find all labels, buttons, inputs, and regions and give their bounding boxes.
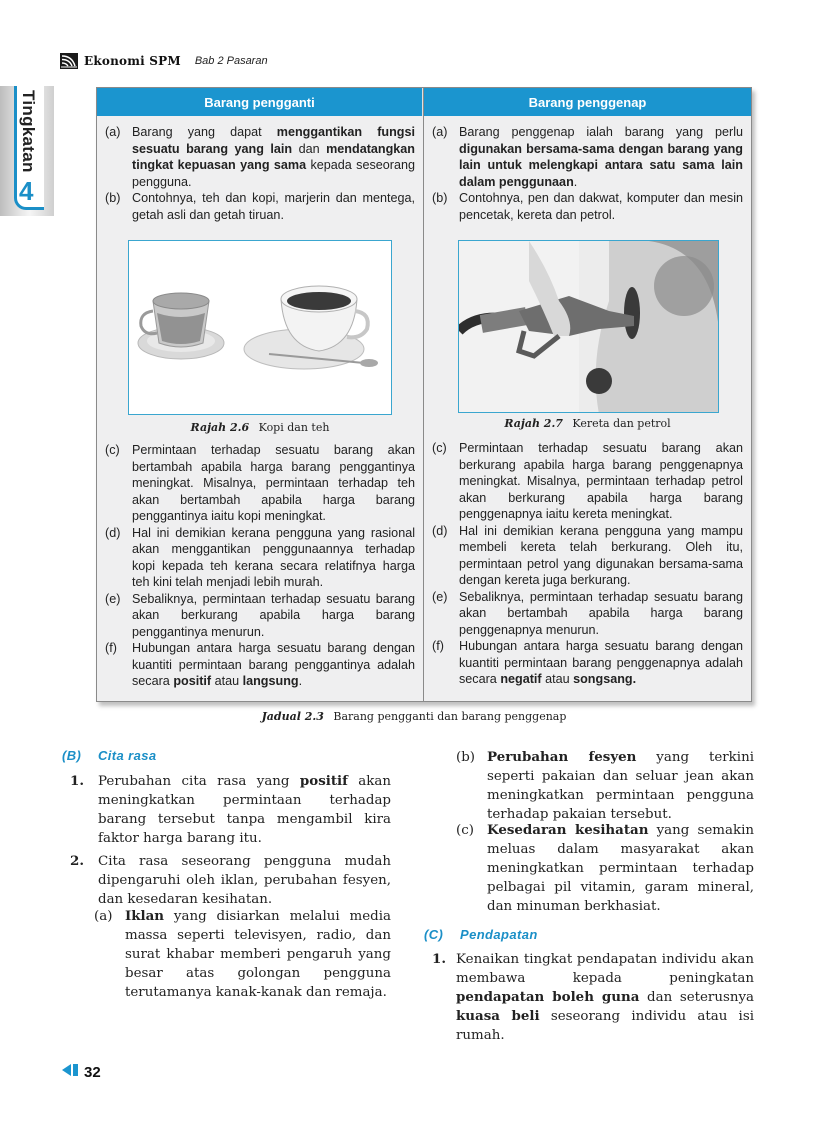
- figure-number: Rajah 2.7: [504, 417, 563, 430]
- item-label: (e): [432, 589, 448, 604]
- figure-caption: [424, 417, 751, 430]
- item-label: (b): [105, 191, 121, 205]
- sub-item-text: [487, 821, 754, 916]
- sub-item-text: [125, 907, 391, 1002]
- fuel-nozzle-car-photo: [459, 241, 719, 413]
- form-level-number: 4: [19, 176, 34, 206]
- text-run: Permintaan terhadap sesuatu barang akan berkurang apabila harga barang penggenapnya meningkat. Misalnya, permintaan terhadap petrol akan berkurang apabila harga barang penggenapnya iaitu kereta meningkat.: [459, 441, 743, 521]
- complementary-goods-column: [424, 88, 751, 701]
- table-list-item: [432, 190, 743, 223]
- numbered-item: [70, 772, 391, 848]
- figure-number: Rajah 2.6: [190, 421, 250, 434]
- numbered-item: [432, 950, 754, 1045]
- table-list-item: [432, 124, 743, 190]
- substitute-goods-column: [97, 88, 424, 701]
- emphasis-text: digunakan bersama-sama dengan barang yang lain untuk melengkapi antara satu sama lain dalam penggunaan: [459, 141, 743, 189]
- emphasis-text: langsung: [242, 674, 299, 688]
- item-text: [132, 591, 415, 641]
- sub-item: [456, 821, 754, 916]
- item-text: [132, 525, 415, 591]
- bottom-items: [97, 442, 423, 690]
- column-heading: Barang pengganti: [97, 88, 423, 116]
- emphasis-text: negatif: [500, 672, 542, 686]
- text-run: .: [298, 674, 303, 688]
- text-run: Perubahan cita rasa yang: [98, 774, 300, 789]
- book-title: Ekonomi SPM: [84, 54, 181, 68]
- page-footer: [62, 1063, 101, 1081]
- item-label: (a): [105, 125, 121, 139]
- text-run: atau: [541, 672, 574, 686]
- item-label: (e): [105, 591, 121, 606]
- item-text: [459, 124, 743, 190]
- column-heading: Barang penggenap: [424, 88, 751, 116]
- item-label: (c): [432, 441, 447, 455]
- figure-title: Kopi dan teh: [258, 421, 330, 434]
- sub-item-label: (a): [94, 909, 113, 924]
- item-number: 1.: [432, 951, 446, 967]
- text-run: Contohnya, pen dan dakwat, komputer dan mesin pencetak, kereta dan petrol.: [459, 191, 743, 222]
- item-label: (d): [432, 523, 448, 538]
- text-run: Cita rasa seseorang pengguna mudah dipengaruhi oleh iklan, perubahan fesyen, dan kesedaran kesihatan.: [98, 854, 391, 907]
- figure-image: [458, 240, 719, 413]
- text-run: Sebaliknya, permintaan terhadap sesuatu barang akan berkurang apabila harga barang penggantinya menurun.: [132, 591, 415, 639]
- form-level-tab: [0, 86, 54, 216]
- sub-item: [94, 907, 391, 1002]
- item-text: [98, 852, 391, 909]
- item-text: [459, 589, 743, 639]
- item-number: 2.: [70, 853, 84, 869]
- table-list-item: [105, 525, 415, 591]
- figure-title: Kereta dan petrol: [572, 417, 671, 430]
- item-text: [456, 950, 754, 1045]
- book-logo-icon: [60, 53, 78, 69]
- emphasis-text: Perubahan fesyen: [487, 749, 637, 765]
- text-run: Sebaliknya, permintaan terhadap sesuatu barang akan bertambah apabila harga barang penggenapnya menurun.: [459, 589, 743, 637]
- figure-image: [128, 240, 392, 415]
- emphasis-text: Kesedaran kesihatan: [487, 822, 649, 838]
- section-title: Cita rasa: [98, 748, 157, 763]
- text-run: Contohnya, teh dan kopi, marjerin dan mentega, getah asli dan getah tiruan.: [132, 191, 415, 222]
- emphasis-text: pendapatan boleh guna: [456, 989, 640, 1005]
- table-list-item: [432, 440, 743, 523]
- text-run: yang terkini seperti pakaian dan seluar jean akan meningkatkan permintaan pengguna terhadap pakaian tersebut.: [487, 750, 754, 822]
- emphasis-text: mendatangkan tingkat kepuasan yang sama: [132, 141, 415, 172]
- item-label: (d): [105, 525, 121, 540]
- figure-caption: [97, 421, 423, 434]
- text-run: atau: [211, 674, 243, 688]
- sub-item-text: [487, 748, 754, 824]
- text-run: Kenaikan tingkat pendapatan individu akan membawa kepada peningkatan: [456, 952, 754, 986]
- page-number: 32: [84, 1063, 101, 1081]
- item-label: (c): [105, 443, 120, 457]
- text-run: Hal ini demikian kerana pengguna yang rasional akan menggantikan penggunaannya terhadap kopi kepada teh kerana secara relatifnya harga teh kini telah menjadi lebih murah.: [132, 525, 415, 589]
- bottom-items: [424, 440, 751, 688]
- sub-item-label: (b): [456, 750, 476, 765]
- sub-item: [456, 748, 754, 824]
- page-header: [60, 50, 268, 72]
- section-title: Pendapatan: [460, 927, 538, 942]
- page-arrow-left-icon: [62, 1063, 78, 1081]
- numbered-item: [70, 852, 391, 909]
- text-run: kepada seseorang pengguna.: [132, 158, 415, 189]
- table-caption: [0, 710, 828, 723]
- table-number: Jadual 2.3: [261, 710, 324, 723]
- emphasis-text: menggantikan fungsi sesuatu barang yang lain: [132, 125, 415, 156]
- text-run: dan seterusnya: [639, 990, 754, 1005]
- emphasis-text: kuasa beli: [456, 1008, 540, 1024]
- text-run: Barang penggenap ialah barang yang perlu: [459, 125, 743, 139]
- sub-item-label: (c): [456, 823, 474, 838]
- item-text: [459, 190, 743, 223]
- text-run: dan: [292, 141, 327, 156]
- item-label: (f): [105, 641, 117, 655]
- text-run: Hubungan antara harga sesuatu barang dengan kuantiti permintaan barang penggenapnya adalah secara: [459, 639, 743, 686]
- table-list-item: [432, 638, 743, 688]
- item-text: [132, 640, 415, 690]
- emphasis-text: positif: [299, 773, 348, 789]
- table-title: Barang pengganti dan barang penggenap: [333, 710, 567, 723]
- comparison-table: [96, 87, 752, 702]
- text-run: .: [573, 174, 578, 189]
- text-run: Permintaan terhadap sesuatu barang akan bertambah apabila harga barang penggantinya meningkat. Misalnya, permintaan terhadap teh akan bertambah apabila harga barang penggantinya iaitu kopi meningkat.: [132, 443, 415, 523]
- top-items: [424, 116, 751, 223]
- emphasis-text: positif: [173, 674, 212, 688]
- top-items: [97, 116, 423, 223]
- item-text: [132, 442, 415, 525]
- section-letter: (C): [424, 927, 444, 942]
- section-letter: (B): [62, 748, 82, 763]
- table-list-item: [432, 589, 743, 639]
- text-run: Hubungan antara harga sesuatu barang dengan kuantiti permintaan barang penggantinya adalah secara: [132, 641, 415, 688]
- text-run: yang disiarkan melalui media massa seperti televisyen, radio, dan surat khabar memberi pengaruh yang besar atas golongan pengguna terutamanya kanak-kanak dan remaja.: [125, 909, 391, 1000]
- item-number: 1.: [70, 773, 84, 789]
- table-list-item: [105, 640, 415, 690]
- item-text: [459, 440, 743, 523]
- text-run: akan meningkatkan permintaan terhadap barang tersebut tanpa mengambil kira faktor harga barang itu.: [98, 774, 391, 846]
- text-run: seseorang individu atau isi rumah.: [456, 1009, 754, 1043]
- table-list-item: [105, 190, 415, 223]
- item-text: [459, 638, 743, 688]
- tea-and-coffee-cups-photo: [129, 241, 392, 415]
- form-level-label: Tingkatan: [19, 90, 38, 173]
- section-heading-b: [62, 748, 157, 763]
- table-list-item: [105, 591, 415, 641]
- emphasis-text: songsang.: [573, 672, 637, 686]
- section-heading-c: [424, 927, 538, 942]
- item-label: (a): [432, 125, 448, 139]
- item-text: [98, 772, 391, 848]
- text-run: Hal ini demikian kerana pengguna yang mampu membeli kereta telah berkurang. Oleh itu, permintaan petrol yang digunakan bersama-sama dengan kereta juga berkurang.: [459, 523, 743, 587]
- item-text: [132, 190, 415, 223]
- table-list-item: [105, 442, 415, 525]
- text-run: yang semakin meluas dalam masyarakat akan meningkatkan permintaan terhadap pelbagai pil vitamin, garam mineral, dan minuman berkhasiat.: [487, 823, 754, 914]
- item-label: (b): [432, 191, 448, 205]
- chapter-label: Bab 2 Pasaran: [194, 55, 268, 67]
- text-run: Barang yang dapat: [132, 125, 277, 139]
- item-text: [132, 124, 415, 190]
- table-list-item: [432, 523, 743, 589]
- table-list-item: [105, 124, 415, 190]
- item-text: [459, 523, 743, 589]
- emphasis-text: Iklan: [125, 908, 165, 924]
- item-label: (f): [432, 639, 444, 653]
